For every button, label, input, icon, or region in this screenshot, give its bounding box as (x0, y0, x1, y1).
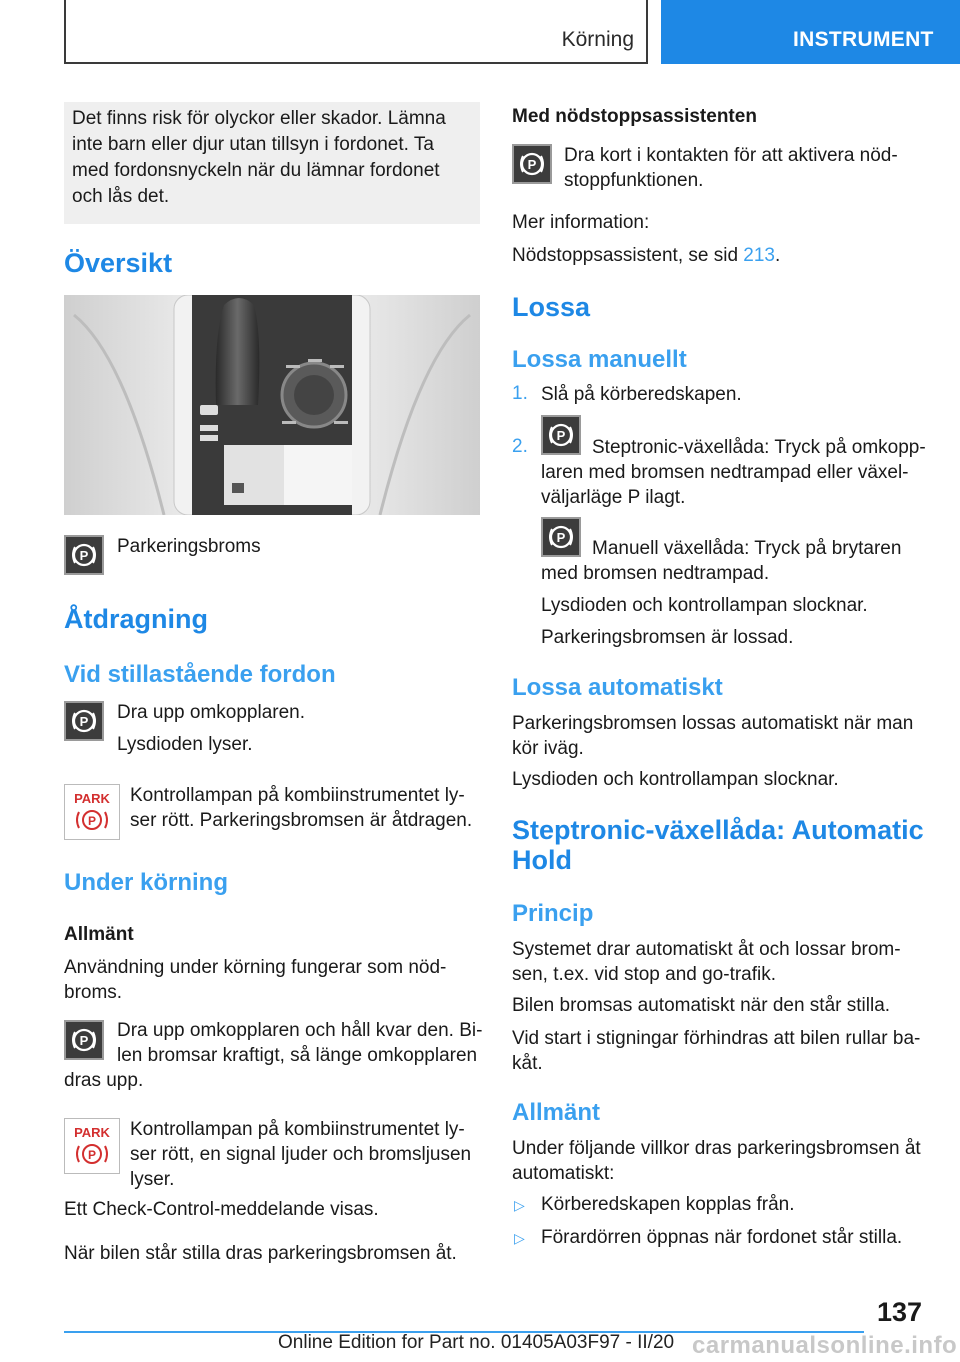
more-info-label: Mer information: (512, 212, 650, 233)
principle-text: Systemet drar automatiskt åt och lossar brom- sen, t.ex. vid stop and go-trafik. (512, 939, 901, 985)
step2-line2: laren med bromsen nedtrampad eller växel- (541, 462, 909, 483)
park-warning-lamp-icon (64, 784, 120, 840)
p-letter: P (527, 157, 537, 172)
manual-gear-line1: Manuell växellåda: Tryck på brytaren (592, 538, 902, 559)
park-label: PARK (74, 1125, 110, 1140)
apply-heading: Åtdragning (64, 604, 208, 634)
p-letter: P (79, 714, 89, 729)
page-link[interactable]: 213 (743, 245, 775, 266)
stationary-indicator: Kontrollampan på kombiinstrumentet ly- ser rött. Parkeringsbromsen är åtdragen. (130, 785, 473, 831)
parking-brake-switch-icon (541, 415, 581, 455)
header-chapter-box (64, 0, 648, 64)
parking-brake-switch-icon (541, 517, 581, 557)
led-off-text: Lysdioden och kontrollampan slocknar. (541, 595, 868, 616)
warning-box (64, 102, 480, 224)
p-letter: P (556, 530, 566, 545)
emergency-text: Dra kort i kontakten för att aktivera nöd- stoppfunktionen. (564, 145, 898, 191)
hold-heading-line1: Steptronic-växellåda: Automatic (512, 815, 924, 845)
auto-heading: Lossa automatiskt (512, 674, 723, 701)
section-tab[interactable]: INSTRUMENT (661, 0, 960, 64)
p-letter: P (556, 428, 566, 443)
step2-line1: Steptronic-växellåda: Tryck på omkopp- (592, 437, 926, 458)
emergency-heading: Med nödstoppsassistenten (512, 106, 757, 127)
p-letter: P (79, 1033, 89, 1048)
step1-text: Slå på körberedskapen. (541, 384, 742, 405)
check-control-text: Ett Check-Control-meddelande visas. (64, 1199, 379, 1220)
p-letter: P (87, 814, 97, 828)
parking-brake-switch-icon (64, 535, 104, 575)
general-heading: Allmänt (64, 924, 134, 945)
p-letter: P (79, 548, 89, 563)
parking-brake-switch-icon (64, 701, 104, 741)
principle-line3: Vid start i stigningar förhindras att bilen rullar ba- kåt. (512, 1028, 921, 1074)
step1-number: 1. (512, 383, 528, 404)
p-letter: P (87, 1148, 97, 1162)
general2-text: Under följande villkor dras parkeringsbromsen åt automatiskt: (512, 1138, 921, 1184)
see-page-prefix: Nödstoppsassistent, se sid (512, 245, 739, 266)
edition-text: Online Edition for Part no. 01405A03F97 - II/20 (278, 1332, 675, 1353)
parking-brake-switch-icon (64, 1020, 104, 1060)
principle-heading: Princip (512, 900, 594, 927)
park-warning-lamp-icon (64, 1118, 120, 1174)
principle-line2: Bilen bromsas automatiskt när den står stilla. (512, 995, 891, 1016)
standstill-text: När bilen står stilla dras parkeringsbromsen åt. (64, 1243, 457, 1264)
driving-heading: Under körning (64, 869, 229, 896)
stationary-line2: Lysdioden lyser. (117, 734, 253, 755)
warning-text: Det finns risk för olyckor eller skador. Lämna inte barn eller djur utan tillsyn i fordonet. Ta med fordonsnyckeln när du lämnar fordonet och lås det. (72, 108, 446, 207)
stationary-line1: Dra upp omkopplaren. (117, 702, 305, 723)
see-page-reference (512, 244, 780, 268)
release-heading: Lossa (512, 292, 591, 322)
center-console-photo (64, 295, 480, 515)
driving-indicator: Kontrollampan på kombiinstrumentet ly- ser rött, en signal ljuder och bromsljusen lyser. (130, 1119, 472, 1190)
park-label: PARK (74, 791, 110, 806)
auto-led-off: Lysdioden och kontrollampan slocknar. (512, 769, 839, 790)
general-text: Användning under körning fungerar som nöd- broms. (64, 957, 447, 1003)
parking-brake-switch-icon (512, 144, 552, 184)
pull-text-line3: dras upp. (64, 1070, 144, 1091)
see-page-suffix: . (775, 245, 781, 266)
bullet-triangle-icon: ▷ (514, 1197, 525, 1213)
bullet-triangle-icon: ▷ (514, 1230, 525, 1246)
auto-text: Parkeringsbromsen lossas automatiskt när man kör iväg. (512, 713, 914, 759)
hold-heading-line2: Hold (512, 845, 572, 875)
general2-heading: Allmänt (512, 1099, 601, 1126)
watermark-text: carmanualsonline.info (692, 1332, 958, 1359)
hold-heading (512, 815, 924, 875)
manual-heading: Lossa manuellt (512, 346, 687, 373)
released-text: Parkeringsbromsen är lossad. (541, 627, 794, 648)
step2-line3: väljarläge P ilagt. (541, 487, 686, 508)
page-number: 137 (877, 1297, 923, 1327)
stationary-heading: Vid stillastående fordon (64, 661, 336, 688)
pull-text-line2: len bromsar kraftigt, så länge omkopplaren (117, 1045, 478, 1066)
overview-heading: Översikt (64, 248, 173, 278)
manual-gear-line2: med bromsen nedtrampad. (541, 563, 770, 584)
pull-text-line1: Dra upp omkopplaren och håll kvar den. Bi- (117, 1020, 483, 1041)
bullet2-text: Förardörren öppnas när fordonet står stilla. (541, 1227, 903, 1248)
chapter-title: Körning (561, 28, 634, 51)
step2-number: 2. (512, 436, 528, 457)
photo-caption: Parkeringsbroms (117, 536, 261, 557)
bullet1-text: Körberedskapen kopplas från. (541, 1194, 795, 1215)
